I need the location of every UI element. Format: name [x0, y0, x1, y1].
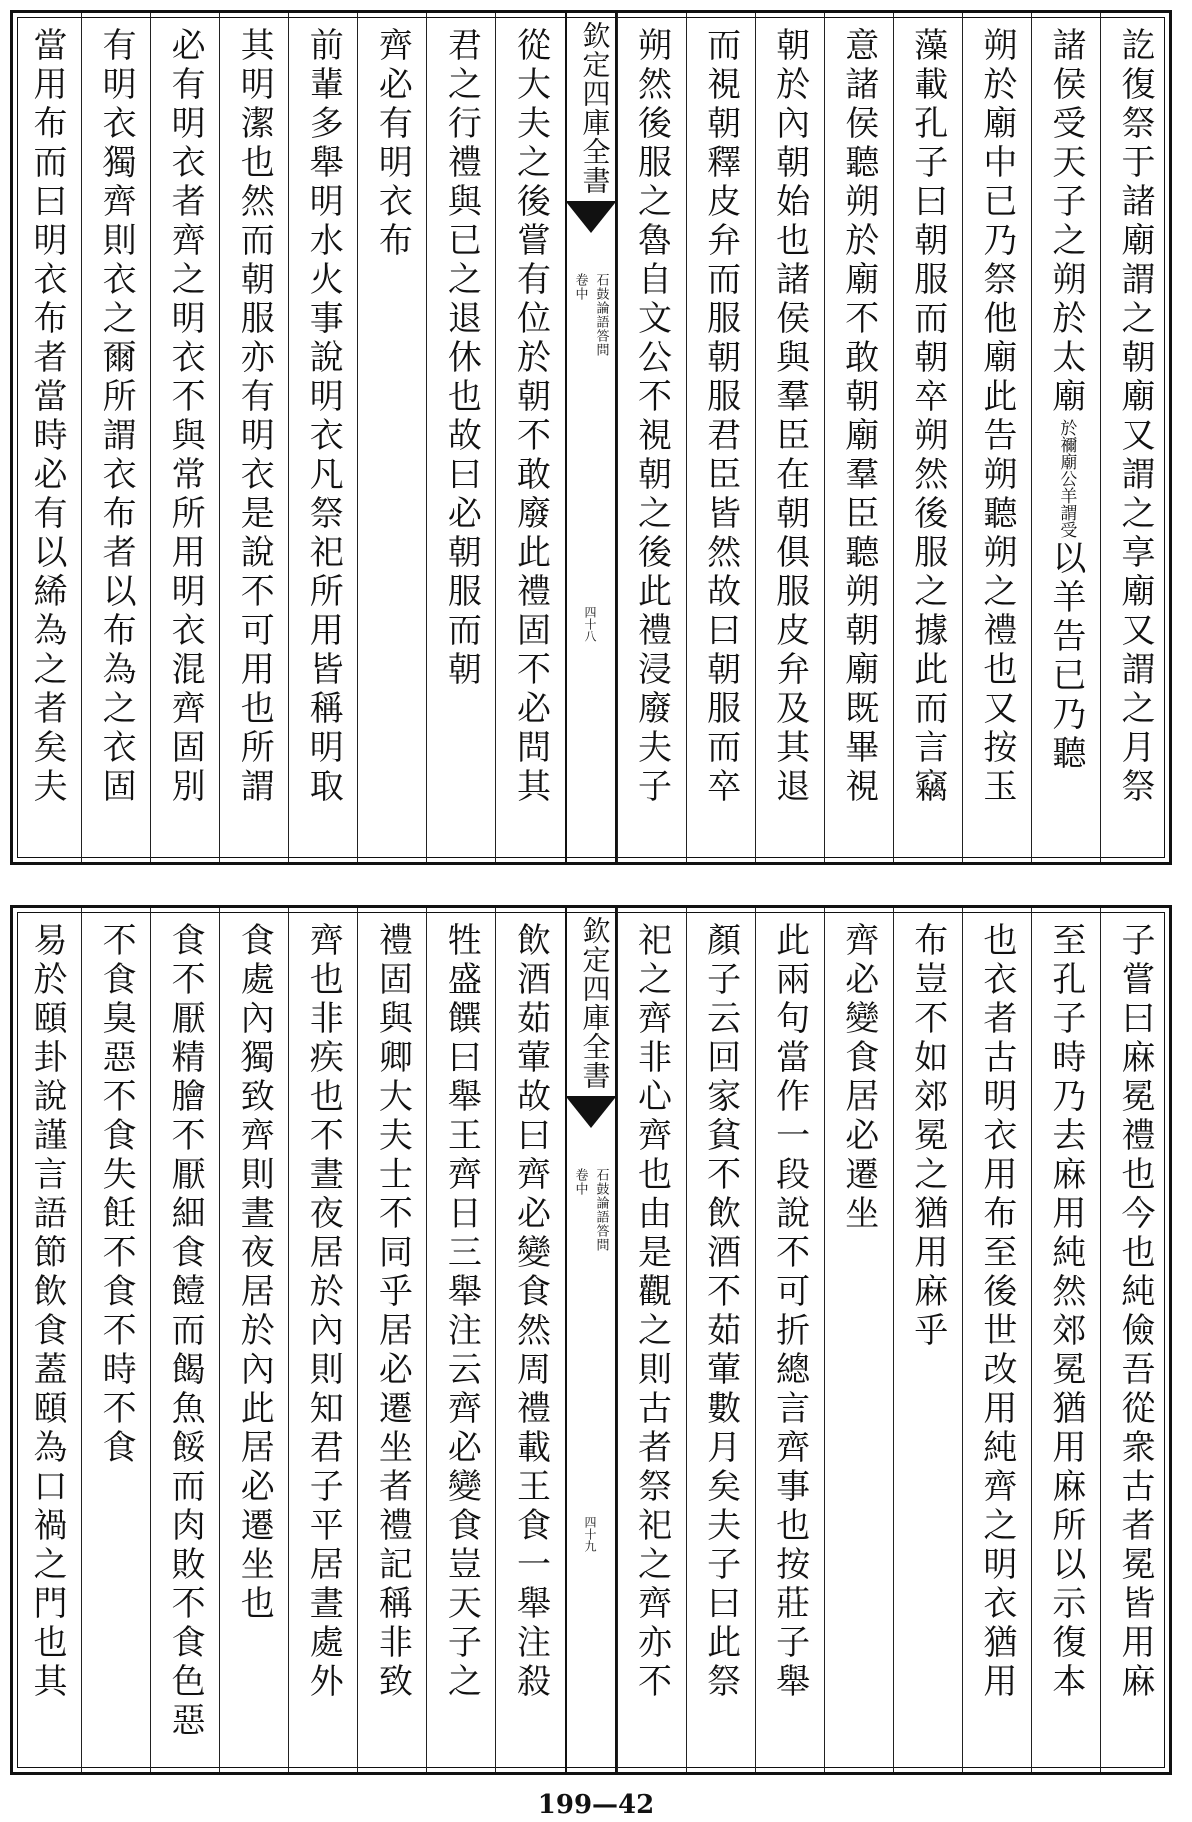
- text-segment: 以羊告已乃聽: [1045, 540, 1086, 774]
- note-line: 於禰廟: [1056, 419, 1077, 470]
- text-column: 從大夫之後嘗有位於朝不敢廢此禮固不必問其: [495, 13, 564, 862]
- collection-title: 欽定四庫全書: [567, 13, 615, 203]
- text-column: 祀之齊非心齊也由是觀之則古者祭祀之齊亦不: [617, 908, 686, 1772]
- text-column: 當用布而曰明衣布者當時必有以絺為之者矣夫: [27, 27, 68, 807]
- page-footer-number: 199—42: [537, 1790, 655, 1820]
- text-column: 朔然後服之魯自文公不視朝之後此禮浸廢夫子: [617, 13, 686, 862]
- collection-title: 欽定四庫全書: [567, 908, 615, 1098]
- book-info: [571, 273, 611, 357]
- text-column: 齊也非疾也不晝夜居於內則知君子平居晝處外: [288, 908, 357, 1772]
- interlinear-note: [1056, 419, 1077, 538]
- text-column: 而視朝釋皮弁而服朝服君臣皆然故曰朝服而卒: [686, 13, 755, 862]
- text-column: 顏子云回家貧不飲酒不茹葷數月矣夫子曰此祭: [686, 908, 755, 1772]
- text-column: 朔於廟中已乃祭他廟此告朔聽朔之禮也又按玉: [962, 13, 1031, 862]
- juan-label: 卷中: [572, 273, 588, 301]
- text-column: 易於頤卦說謹言語節飲食蓋頤為口禍之門也其: [27, 922, 68, 1702]
- text-column: 食處內獨致齊則晝夜居於內此居必遷坐也: [219, 908, 288, 1772]
- juan-label: 卷中: [572, 1168, 588, 1196]
- fish-tail-mark: [567, 1098, 615, 1128]
- upper-page-frame: [10, 10, 1172, 865]
- text-column: 有明衣獨齊則衣之爾所謂衣布者以布為之衣固: [81, 13, 150, 862]
- text-column: 前輩多舉明水火事說明衣凡祭祀所用皆稱明取: [288, 13, 357, 862]
- book-name: 石鼓論語答問: [593, 273, 609, 357]
- text-column: 牲盛饌曰舉王齊日三舉注云齊必變食豈天子之: [426, 908, 495, 1772]
- text-column: 君之行禮與已之退休也故曰必朝服而朝: [426, 13, 495, 862]
- text-column: 齊必變食居必遷坐: [824, 908, 893, 1772]
- text-column: 朝於內朝始也諸侯與羣臣在朝俱服皮弁及其退: [755, 13, 824, 862]
- text-column: 子嘗曰麻冕禮也今也純儉吾從衆古者冕皆用麻: [1100, 908, 1169, 1772]
- leaf-number: 四十九: [583, 1516, 597, 1552]
- text-column: 藻載孔子曰朝服而朝卒朔然後服之據此而言竊: [893, 13, 962, 862]
- center-fold-column: [565, 908, 617, 1772]
- text-column: 也衣者古明衣用布至後世改用純齊之明衣猶用: [962, 908, 1031, 1772]
- text-column: 此兩句當作一段說不可折總言齊事也按莊子舉: [755, 908, 824, 1772]
- book-info: [571, 1168, 611, 1252]
- text-column: 至孔子時乃去麻用純然郊冕猶用麻所以示復本: [1031, 908, 1100, 1772]
- fish-tail-mark: [567, 203, 615, 233]
- text-column: 齊必有明衣布: [357, 13, 426, 862]
- note-line: 公羊謂受: [1056, 470, 1077, 538]
- text-column: 飲酒茹葷故曰齊必變食然周禮載王食一舉注殺: [495, 908, 564, 1772]
- text-segment: 諸侯受天子之朔於太廟: [1045, 27, 1086, 417]
- text-column: 訖復祭于諸廟謂之朝廟又謂之享廟又謂之月祭: [1100, 13, 1169, 862]
- text-column: 意諸侯聽朔於廟不敢朝廟羣臣聽朔朝廟既畢視: [824, 13, 893, 862]
- text-column: 必有明衣者齊之明衣不與常所用明衣混齊固別: [150, 13, 219, 862]
- text-column: 食不厭精膾不厭細食饐而餲魚餒而肉敗不食色惡: [150, 908, 219, 1772]
- text-column: 禮固與卿大夫士不同乎居必遷坐者禮記稱非致: [357, 908, 426, 1772]
- text-column: [1031, 13, 1100, 862]
- lower-page-frame: [10, 905, 1172, 1775]
- text-column: 布豈不如郊冕之猶用麻乎: [893, 908, 962, 1772]
- leaf-number: 四十八: [583, 606, 597, 642]
- text-column: 其明潔也然而朝服亦有明衣是說不可用也所謂: [219, 13, 288, 862]
- text-column: 不食臭惡不食失飪不食不時不食: [81, 908, 150, 1772]
- center-fold-column: [565, 13, 617, 862]
- book-name: 石鼓論語答問: [593, 1168, 609, 1252]
